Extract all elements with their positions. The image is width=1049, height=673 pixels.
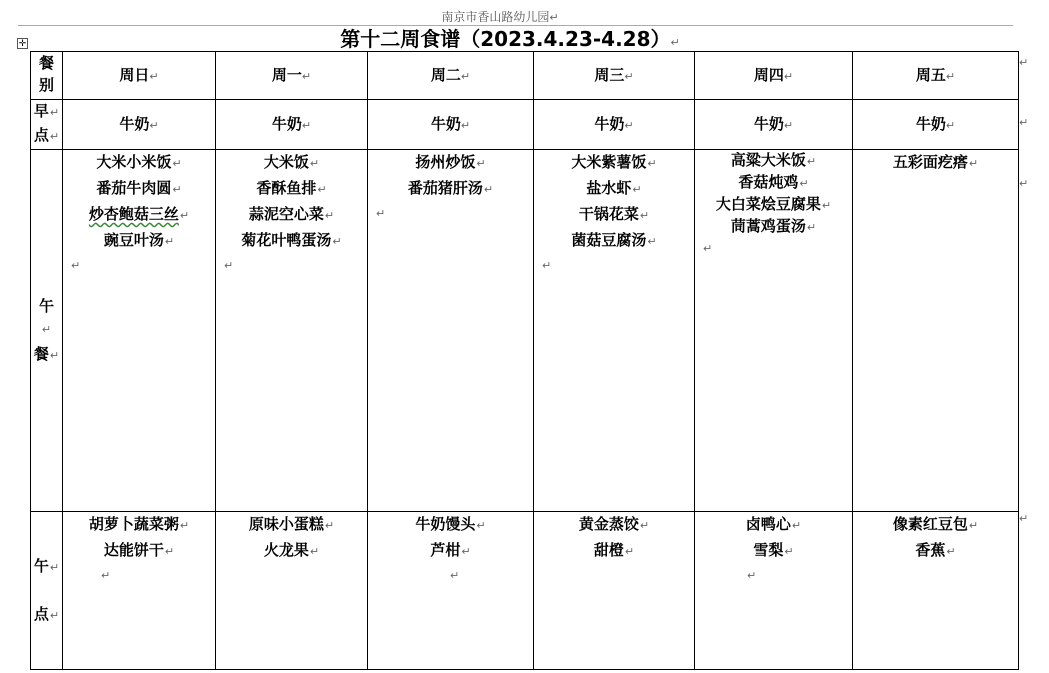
snack-label: 午↵ 点↵ xyxy=(31,512,63,670)
snack-fri: 像素红豆包↵ 香蕉↵ xyxy=(853,512,1019,670)
day-header-sun: 周日↵ xyxy=(63,52,216,100)
lunch-wed: 大米紫薯饭↵ 盐水虾↵ 干锅花菜↵ 菌菇豆腐汤↵ ↵ xyxy=(534,150,695,512)
snack-tue: 牛奶馒头↵ 芦柑↵ ↵ xyxy=(368,512,534,670)
lunch-row xyxy=(31,150,1019,512)
paragraph-mark: ↵ xyxy=(670,36,680,49)
lunch-fri: 五彩面疙瘩↵ xyxy=(853,150,1019,512)
row-end-mark: ↵ xyxy=(1019,116,1029,129)
page-header xyxy=(0,8,1000,25)
breakfast-thu: 牛奶↵ xyxy=(695,100,853,150)
meal-type-label: 餐 别 xyxy=(31,52,63,100)
breakfast-sun: 牛奶↵ xyxy=(63,100,216,150)
breakfast-fri: 牛奶↵ xyxy=(853,100,1019,150)
breakfast-mon: 牛奶↵ xyxy=(216,100,368,150)
breakfast-tue: 牛奶↵ xyxy=(368,100,534,150)
breakfast-label: 早↵ 点↵ xyxy=(31,100,63,150)
lunch-mon: 大米饭↵ 香酥鱼排↵ 蒜泥空心菜↵ 菊花叶鸭蛋汤↵ ↵ xyxy=(216,150,368,512)
snack-wed: 黄金蒸饺↵ 甜橙↵ xyxy=(534,512,695,670)
day-header-tue: 周二↵ xyxy=(368,52,534,100)
breakfast-row xyxy=(31,100,1019,150)
snack-thu: 卤鸭心↵ 雪梨↵ ↵ xyxy=(695,512,853,670)
title-text: 第十二周食谱（2023.4.23-4.28） xyxy=(340,27,671,51)
day-header-wed: 周三↵ xyxy=(534,52,695,100)
row-end-mark: ↵ xyxy=(1019,512,1029,525)
breakfast-wed: 牛奶↵ xyxy=(534,100,695,150)
lunch-label: 午 ↵ 餐↵ xyxy=(31,150,63,512)
day-header-fri: 周五↵ xyxy=(853,52,1019,100)
lunch-thu: 高粱大米饭↵ 香菇炖鸡↵ 大白菜烩豆腐果↵ 茼蒿鸡蛋汤↵ ↵ xyxy=(695,150,853,512)
lunch-tue: 扬州炒饭↵ 番茄猪肝汤↵ ↵ xyxy=(368,150,534,512)
lunch-sun: 大米小米饭↵ 番茄牛肉圆↵ 炒杏鲍菇三丝↵ 豌豆叶汤↵ ↵ xyxy=(63,150,216,512)
paragraph-mark: ↵ xyxy=(549,11,559,24)
snack-mon: 原味小蛋糕↵ 火龙果↵ xyxy=(216,512,368,670)
row-end-mark: ↵ xyxy=(1019,177,1029,190)
menu-table xyxy=(30,51,1019,670)
day-header-thu: 周四↵ xyxy=(695,52,853,100)
header-row xyxy=(31,52,1019,100)
day-header-mon: 周一↵ xyxy=(216,52,368,100)
row-end-mark: ↵ xyxy=(1019,56,1029,69)
table-move-handle-icon[interactable]: ✛ xyxy=(18,39,27,49)
school-name: 南京市香山路幼儿园 xyxy=(441,10,550,24)
snack-row xyxy=(31,512,1019,670)
page-title xyxy=(300,26,720,52)
snack-sun: 胡萝卜蔬菜粥↵ 达能饼干↵ ↵ xyxy=(63,512,216,670)
